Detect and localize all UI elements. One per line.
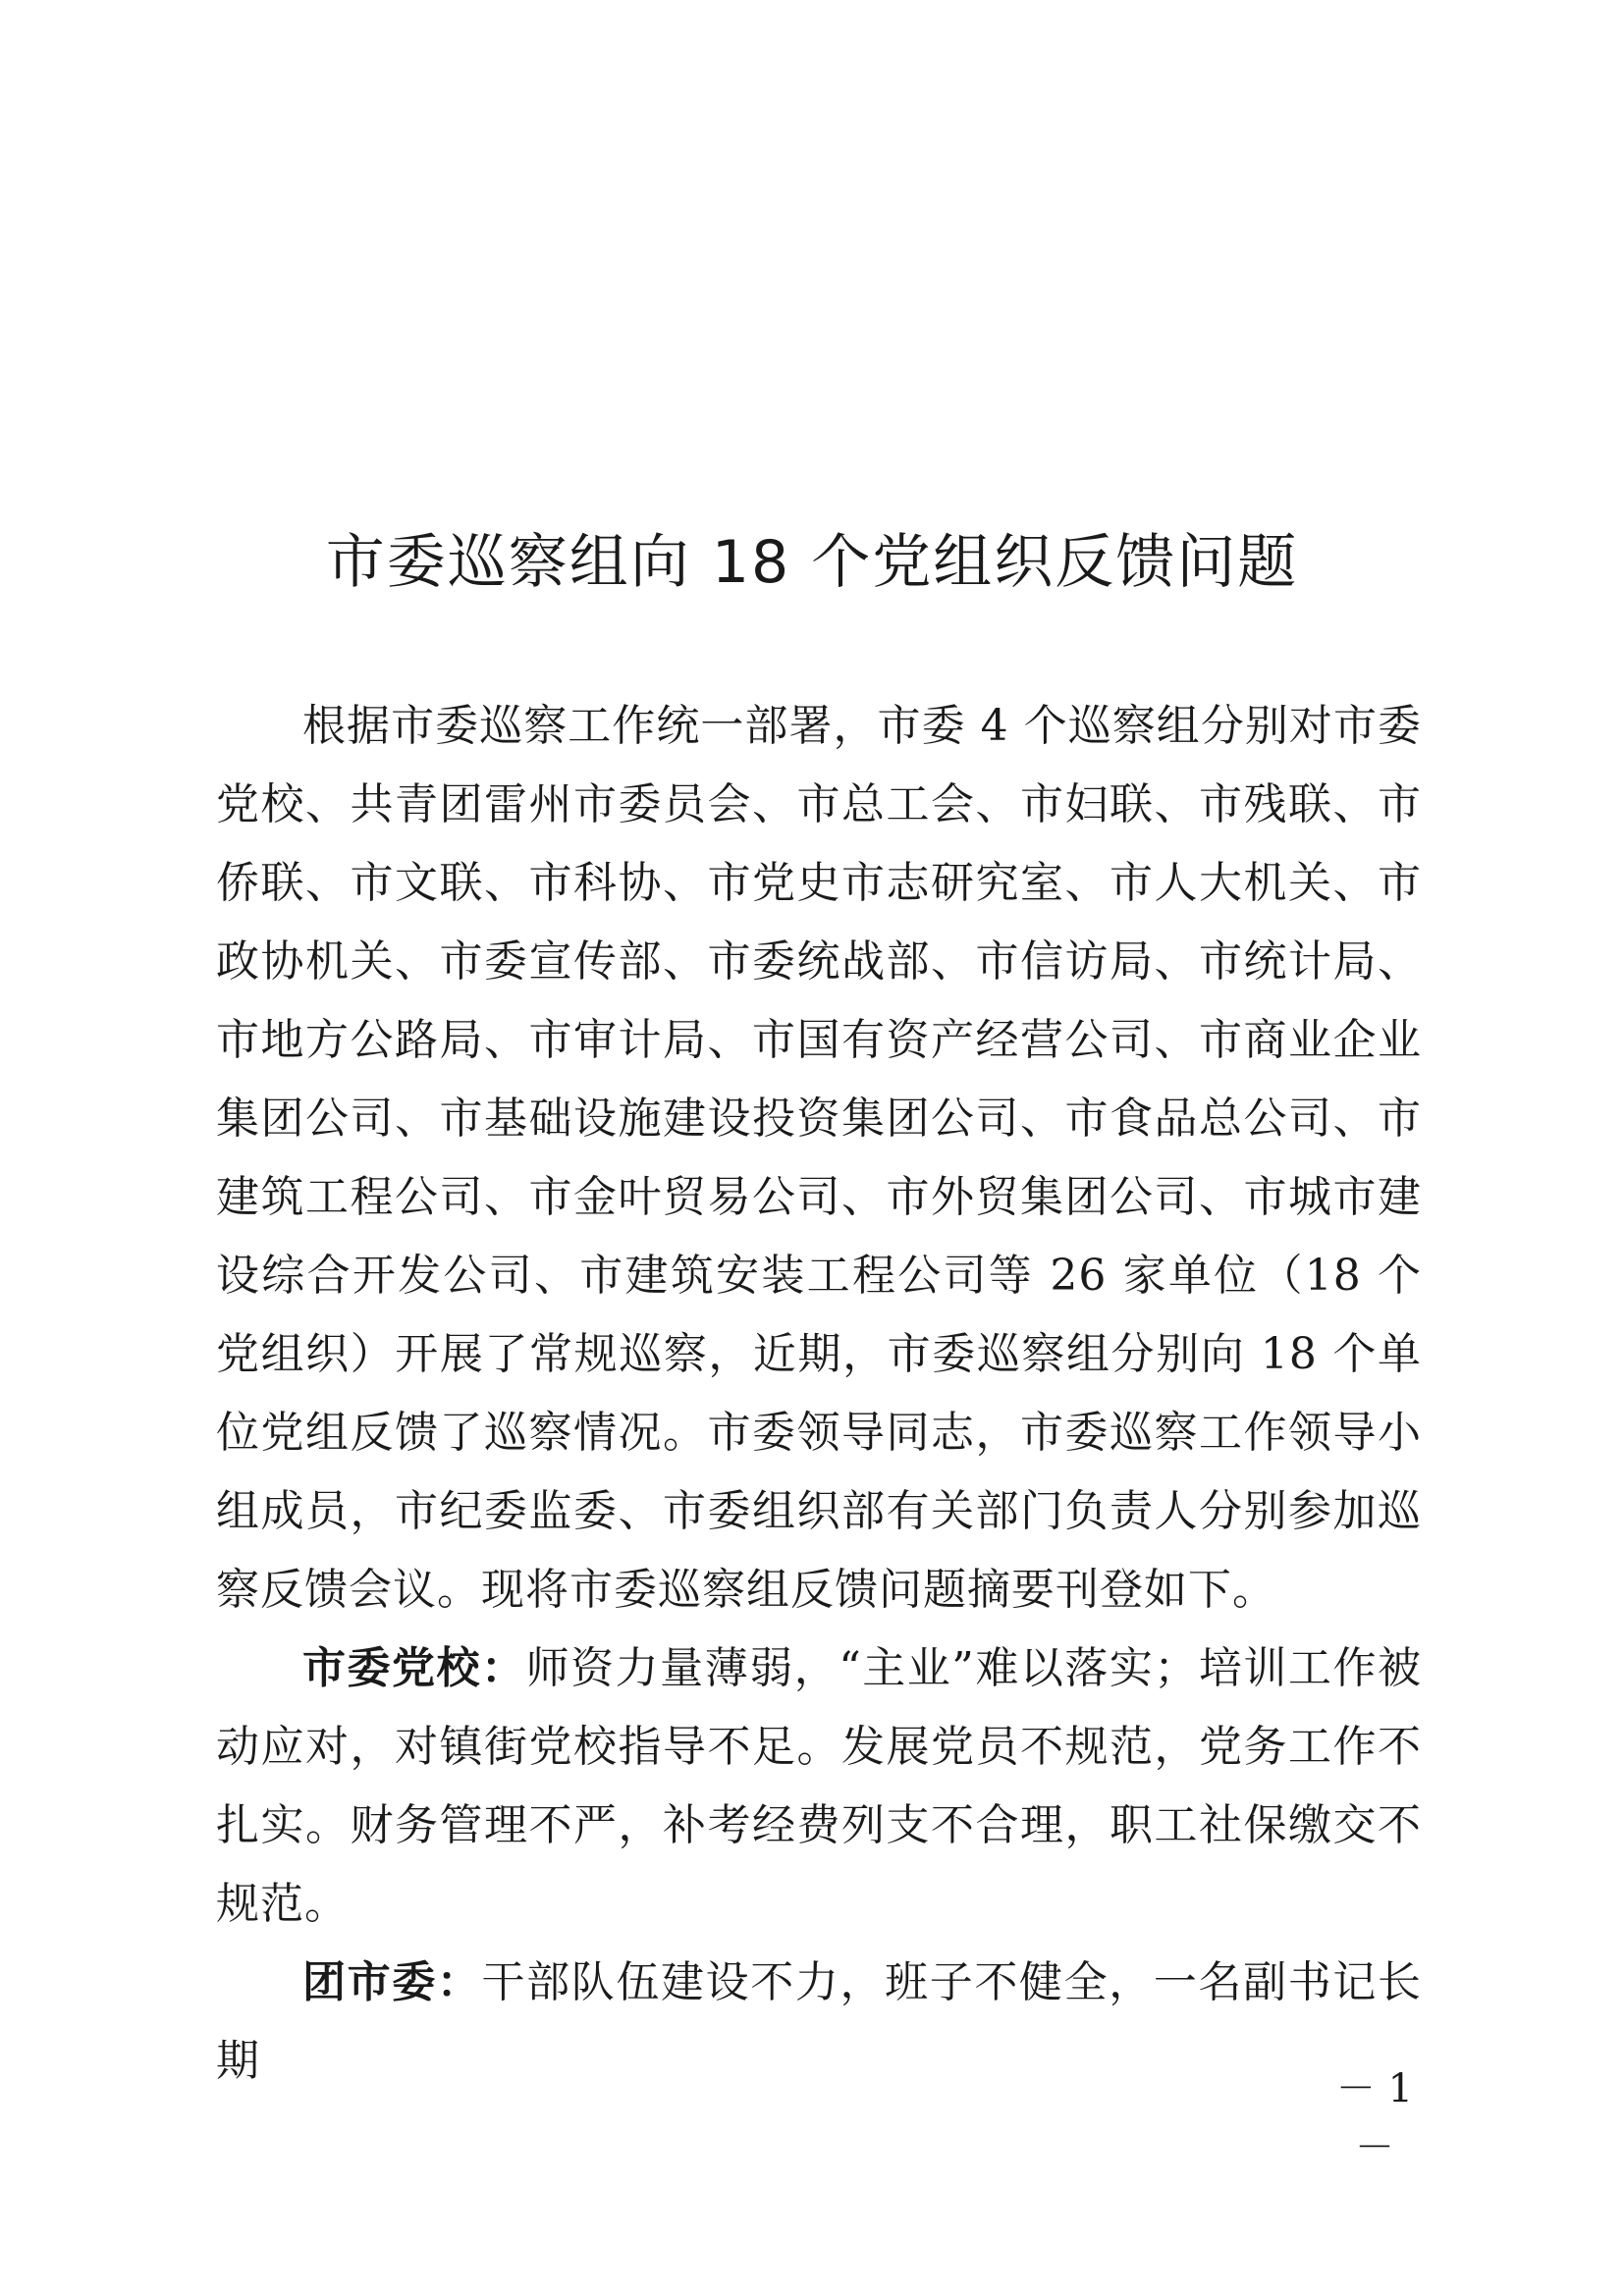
section-youth-league	[216, 1944, 1422, 2101]
section-text: 干部队伍建设不力，班子不健全，一名副书记长期	[216, 1957, 1422, 2086]
page-number: － 1 －	[1335, 2066, 1414, 2170]
document-body	[216, 687, 1422, 2101]
document-title: 市委巡察组向 18 个党组织反馈问题	[325, 528, 1299, 597]
section-text: 师资力量薄弱，“主业”难以落实；培训工作被动应对，对镇街党校指导不足。发展党员不规范，党务工作不扎实。财务管理不严，补考经费列支不合理，职工社保缴交不规范。	[216, 1643, 1422, 1929]
section-lead: 市委党校：	[302, 1643, 526, 1693]
section-lead: 团市委：	[302, 1957, 482, 2007]
section-party-school	[216, 1629, 1422, 1944]
intro-paragraph: 根据市委巡察工作统一部署，市委 4 个巡察组分别对市委党校、共青团雷州市委员会、市总工会、市妇联、市残联、市侨联、市文联、市科协、市党史市志研究室、市人大机关、市政协机关、市委宣传部、市委统战部、市信访局、市统计局、市地方公路局、市审计局、市国有资产经营公司、市商业企业集团公司、市基础设施建设投资集团公司、市食品总公司、市建筑工程公司、市金叶贸易公司、市外贸集团公司、市城市建设综合开发公司、市建筑安装工程公司等 26 家单位（18 个党组织）开展了常规巡察，近期，市委巡察组分别向 18 个单位党组反馈了巡察情况。市委领导同志，市委巡察工作领导小组成员，市纪委监委、市委组织部有关部门负责人分别参加巡察反馈会议。现将市委巡察组反馈问题摘要刊登如下。	[216, 701, 1422, 1615]
